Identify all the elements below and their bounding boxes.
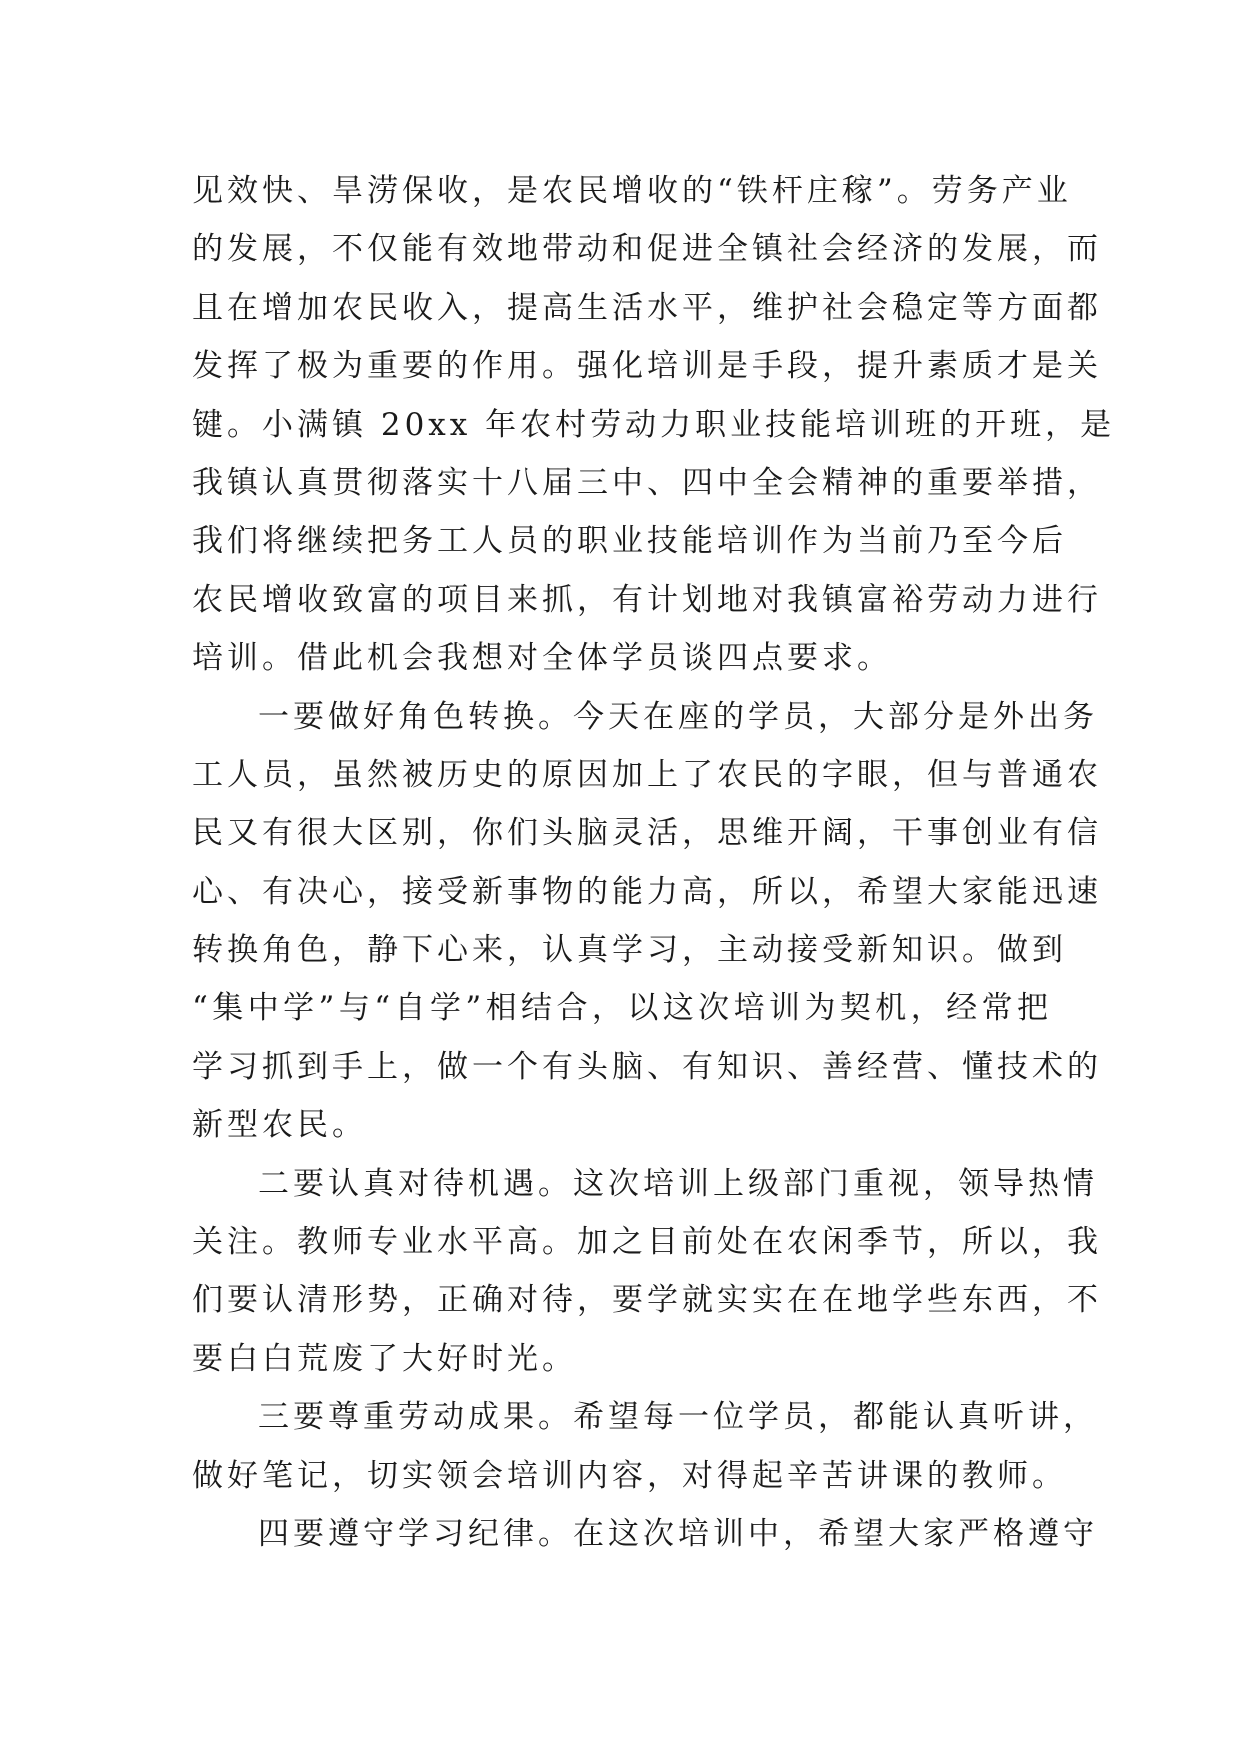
text-line: “集中学”与“自学”相结合，以这次培训为契机，经常把 (192, 990, 1052, 1027)
text-line: 关注。教师专业水平高。加之目前处在农闲季节，所以，我 (192, 1224, 1102, 1261)
text-line: 新型农民。 (192, 1107, 367, 1144)
text-line: 民又有很大区别，你们头脑灵活，思维开阔，干事创业有信 (192, 815, 1102, 852)
text-line: 发挥了极为重要的作用。强化培训是手段，提升素质才是关 (192, 348, 1102, 385)
text-line: 工人员，虽然被历史的原因加上了农民的字眼，但与普通农 (192, 756, 1102, 793)
paragraph-first-line: 三要尊重劳动成果。希望每一位学员，都能认真听讲， (258, 1399, 1098, 1436)
text-line: 键。小满镇 20xx 年农村劳动力职业技能培训班的开班，是 (192, 406, 1116, 443)
paragraph-first-line: 二要认真对待机遇。这次培训上级部门重视，领导热情 (258, 1165, 1098, 1202)
text-line: 的发展，不仅能有效地带动和促进全镇社会经济的发展，而 (192, 231, 1102, 268)
text-line: 我镇认真贯彻落实十八届三中、四中全会精神的重要举措， (192, 464, 1102, 501)
paragraph-first-line: 一要做好角色转换。今天在座的学员，大部分是外出务 (258, 698, 1098, 735)
text-line: 见效快、旱涝保收，是农民增收的“铁杆庄稼”。劳务产业 (192, 173, 1072, 209)
text-line: 农民增收致富的项目来抓，有计划地对我镇富裕劳动力进行 (192, 581, 1102, 618)
text-line: 培训。借此机会我想对全体学员谈四点要求。 (192, 640, 892, 677)
paragraph-first-line: 四要遵守学习纪律。在这次培训中，希望大家严格遵守 (258, 1515, 1098, 1552)
text-line: 转换角色，静下心来，认真学习，主动接受新知识。做到 (192, 932, 1067, 969)
text-line: 且在增加农民收入，提高生活水平，维护社会稳定等方面都 (192, 289, 1102, 326)
document-body (192, 162, 1116, 1563)
text-line: 们要认清形势，正确对待，要学就实实在在地学些东西，不 (192, 1282, 1102, 1319)
text-line: 学习抓到手上，做一个有头脑、有知识、善经营、懂技术的 (192, 1048, 1102, 1085)
text-line: 我们将继续把务工人员的职业技能培训作为当前乃至今后 (192, 523, 1067, 560)
text-line: 心、有决心，接受新事物的能力高，所以，希望大家能迅速 (192, 873, 1102, 910)
text-line: 要白白荒废了大好时光。 (192, 1340, 577, 1377)
text-line: 做好笔记，切实领会培训内容，对得起辛苦讲课的教师。 (192, 1457, 1067, 1494)
